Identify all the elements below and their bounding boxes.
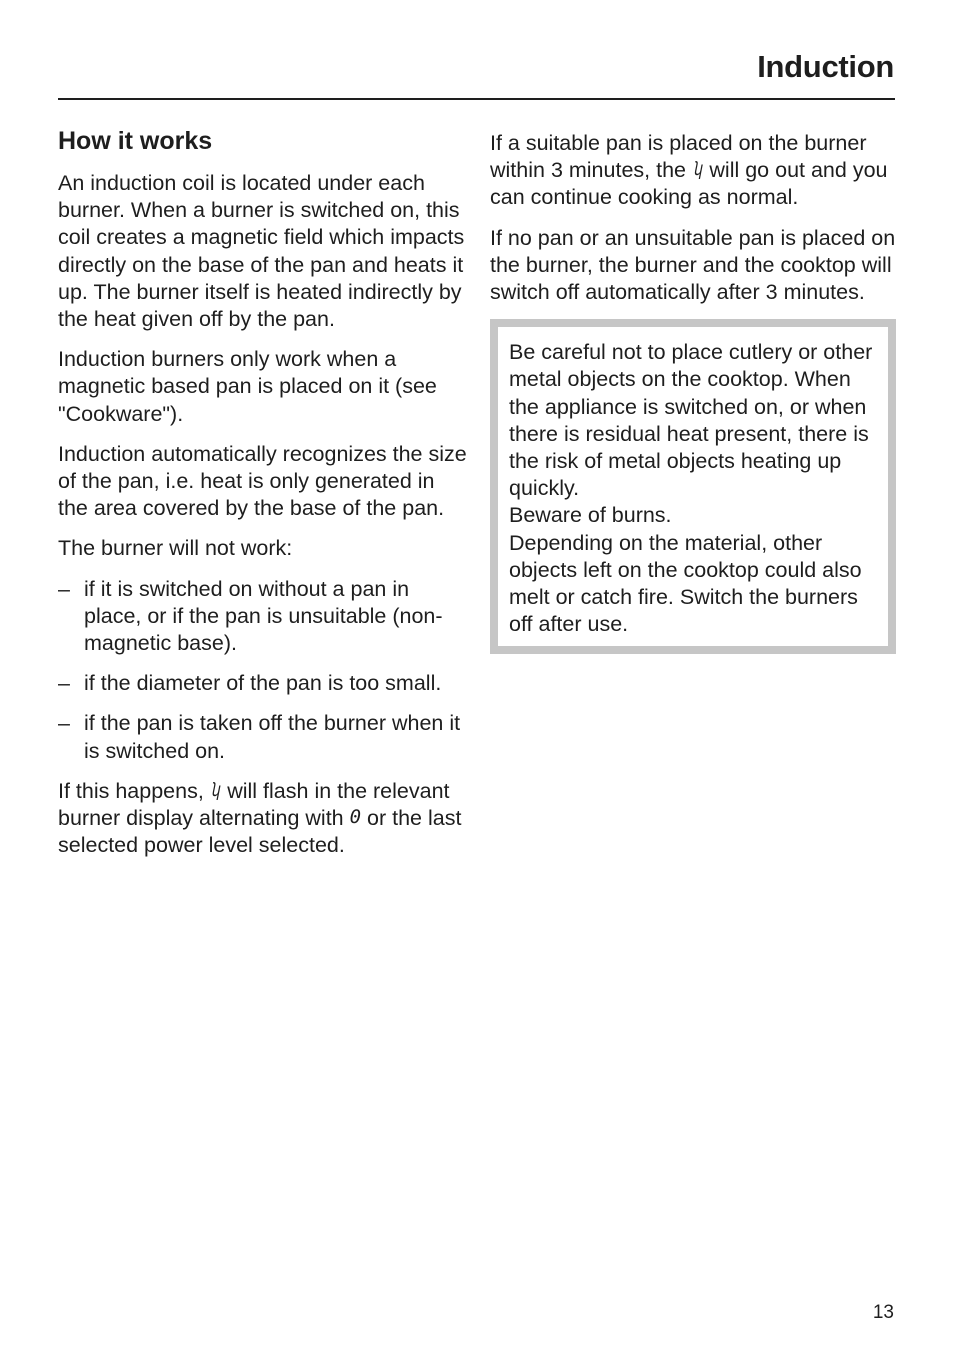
text-segment: If a suitable pan is placed on the burner within 3 minutes, the bbox=[490, 131, 867, 183]
warning-box bbox=[490, 319, 896, 654]
conditions-list bbox=[58, 576, 470, 765]
page-number: 13 bbox=[872, 1302, 894, 1323]
dash-marker: – bbox=[58, 576, 70, 601]
pan-symbol-icon: ʮ bbox=[691, 158, 704, 181]
paragraph-auto-switch-off: If no pan or an unsuitable pan is placed on the burner, the burner and the cooktop will switch off automatically after 3 minutes. bbox=[490, 225, 896, 305]
dash-marker: – bbox=[58, 671, 70, 696]
warning-text-fire: Depending on the material, other objects left on the cooktop could also melt or catch fire. Switch the burners off after use. bbox=[509, 530, 862, 637]
text-segment: will flash in the relevant burner display alternating with bbox=[58, 778, 450, 831]
zero-display-icon: 0 bbox=[349, 806, 362, 829]
paragraph-suitable-pan bbox=[490, 130, 898, 212]
list-item-text: if the pan is taken off the burner when it is switched on. bbox=[84, 711, 461, 763]
paragraph-pan-size: Induction automatically recognizes the size of the pan, i.e. heat is only generated in the area covered by the base of the pan. bbox=[58, 441, 467, 521]
list-item-text: if the diameter of the pan is too small. bbox=[84, 671, 442, 696]
left-column bbox=[58, 124, 470, 872]
text-segment: If this happens, bbox=[58, 778, 210, 803]
text-segment: or the last selected power level selected. bbox=[58, 806, 462, 858]
text-segment: will go out and you can continue cooking as normal. bbox=[490, 158, 888, 210]
page-title: Induction bbox=[757, 49, 894, 84]
pan-symbol-icon: ʮ bbox=[209, 778, 222, 801]
list-item-text: if it is switched on without a pan in place, or if the pan is unsuitable (non-magnetic base). bbox=[84, 576, 443, 656]
list-item bbox=[58, 710, 470, 764]
paragraph-magnetic-pan: Induction burners only work when a magnetic based pan is placed on it (see "Cookware"). bbox=[58, 347, 437, 426]
section-heading: How it works bbox=[58, 127, 213, 155]
paragraph-induction-coil: An induction coil is located under each burner. When a burner is switched on, this coil creates a magnetic field which impacts directly on the base of the pan and heats it up. The burner itself is heated indirectly by the heat given off by the pan. bbox=[58, 171, 465, 332]
list-item bbox=[58, 670, 470, 697]
warning-text-metal-objects: Be careful not to place cutlery or other metal objects on the cooktop. When the appliance is switched on, or when there is residual heat present, there is the risk of metal objects heating up quickly. bbox=[509, 340, 873, 501]
header-divider bbox=[58, 98, 895, 100]
list-item bbox=[58, 576, 470, 658]
warning-text-burns: Beware of burns. bbox=[509, 503, 672, 528]
right-column bbox=[490, 130, 898, 654]
paragraph-burner-not-work: The burner will not work: bbox=[58, 536, 293, 561]
dash-marker: – bbox=[58, 711, 70, 736]
paragraph-flash-indicator bbox=[58, 778, 470, 860]
